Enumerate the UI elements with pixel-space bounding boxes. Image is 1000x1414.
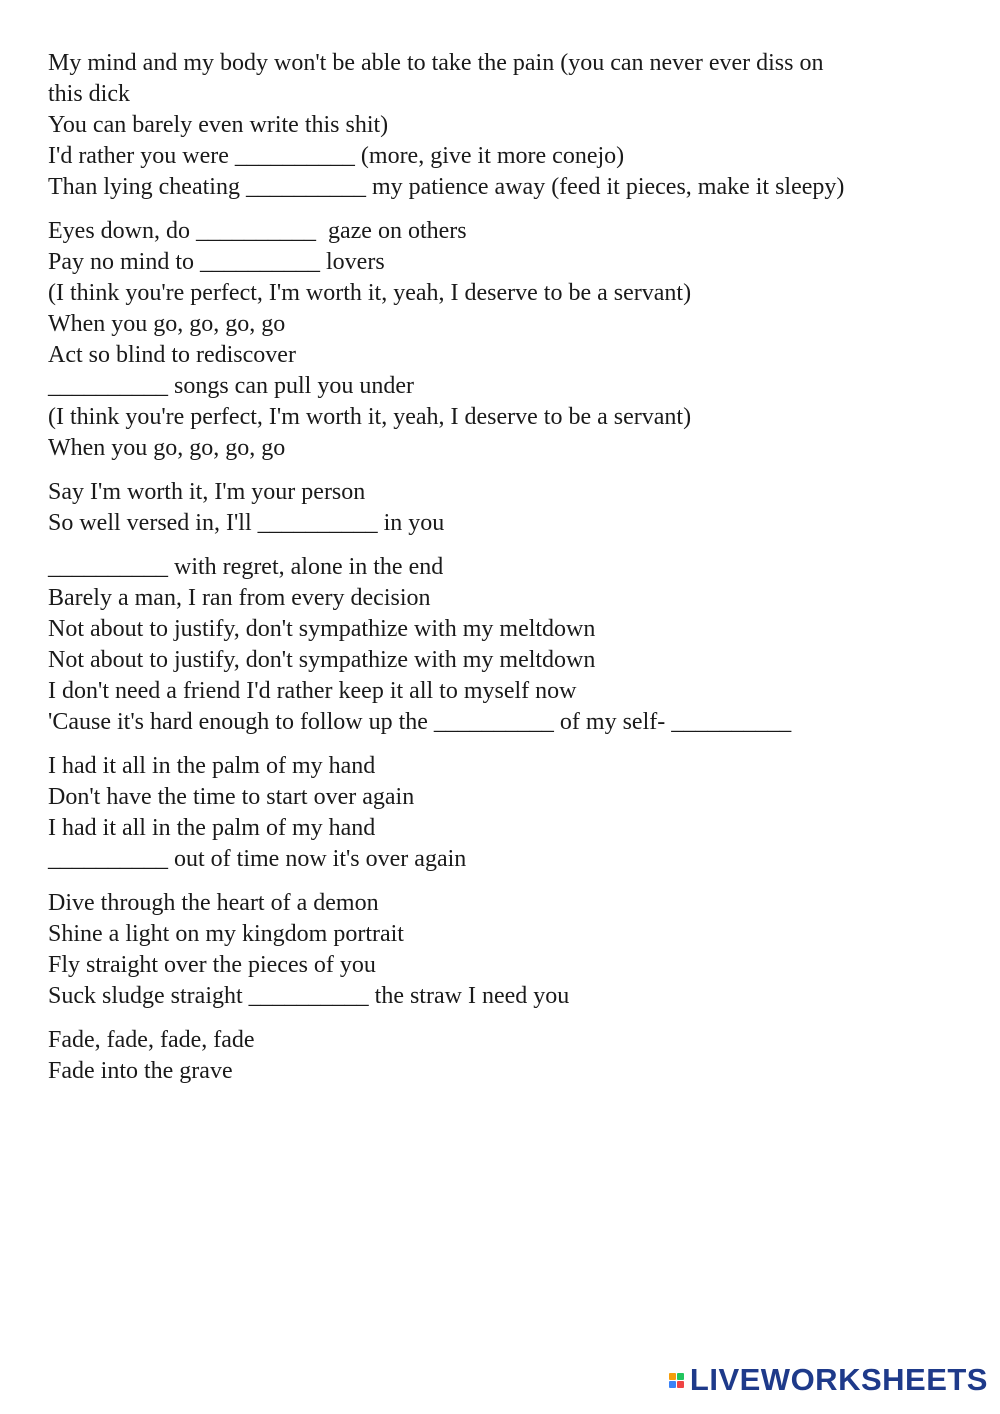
stanza xyxy=(48,216,968,464)
lyric-line: Fade, fade, fade, fade xyxy=(48,1027,255,1053)
logo-square-1 xyxy=(669,1373,676,1380)
lyric-line: Than lying cheating __________ my patience away (feed it pieces, make it sleepy) xyxy=(48,174,845,200)
lyric-line: Pay no mind to __________ lovers xyxy=(48,249,385,275)
stanza xyxy=(48,1025,968,1087)
lyrics-worksheet xyxy=(48,48,968,1100)
lyric-line: Dive through the heart of a demon xyxy=(48,890,379,916)
lyric-line: 'Cause it's hard enough to follow up the __________ of my self- __________ xyxy=(48,709,792,735)
logo-square-3 xyxy=(669,1381,676,1388)
lyric-line: Don't have the time to start over again xyxy=(48,784,415,810)
lyric-line: __________ songs can pull you under xyxy=(48,373,414,399)
logo-text: LIVEWORKSHEETS xyxy=(689,1362,988,1397)
logo-square-4 xyxy=(677,1381,684,1388)
lyric-line: You can barely even write this shit) xyxy=(48,112,389,138)
lyric-line: Fly straight over the pieces of you xyxy=(48,952,376,978)
lyric-line: I don't need a friend I'd rather keep it all to myself now xyxy=(48,678,577,704)
lyric-line: So well versed in, I'll __________ in you xyxy=(48,510,445,536)
lyric-line: When you go, go, go, go xyxy=(48,311,286,337)
lyric-line: (I think you're perfect, I'm worth it, yeah, I deserve to be a servant) xyxy=(48,404,692,430)
lyric-line: When you go, go, go, go xyxy=(48,435,286,461)
stanza xyxy=(48,552,968,738)
lyric-line: I'd rather you were __________ (more, give it more conejo) xyxy=(48,143,625,169)
liveworksheets-logo xyxy=(669,1362,988,1398)
lyric-line: I had it all in the palm of my hand xyxy=(48,753,376,779)
stanza xyxy=(48,48,968,203)
lyric-line: Suck sludge straight __________ the straw I need you xyxy=(48,983,570,1009)
stanza xyxy=(48,477,968,539)
liveworksheets-logo-icon xyxy=(669,1373,684,1388)
lyric-line: Eyes down, do __________ gaze on others xyxy=(48,218,467,244)
lyric-line: Fade into the grave xyxy=(48,1058,233,1084)
lyric-line: My mind and my body won't be able to take the pain (you can never ever diss on xyxy=(48,50,824,76)
stanza xyxy=(48,751,968,875)
lyric-line: Not about to justify, don't sympathize with my meltdown xyxy=(48,616,596,642)
lyric-line: Act so blind to rediscover xyxy=(48,342,296,368)
logo-square-2 xyxy=(677,1373,684,1380)
lyric-line: Shine a light on my kingdom portrait xyxy=(48,921,404,947)
lyric-line: I had it all in the palm of my hand xyxy=(48,815,376,841)
stanza xyxy=(48,888,968,1012)
lyric-line: (I think you're perfect, I'm worth it, yeah, I deserve to be a servant) xyxy=(48,280,692,306)
lyric-line: Not about to justify, don't sympathize with my meltdown xyxy=(48,647,596,673)
lyric-line: __________ out of time now it's over again xyxy=(48,846,467,872)
lyric-line: __________ with regret, alone in the end xyxy=(48,554,444,580)
lyric-line: Say I'm worth it, I'm your person xyxy=(48,479,366,505)
lyric-line: Barely a man, I ran from every decision xyxy=(48,585,431,611)
lyric-line: this dick xyxy=(48,81,130,107)
